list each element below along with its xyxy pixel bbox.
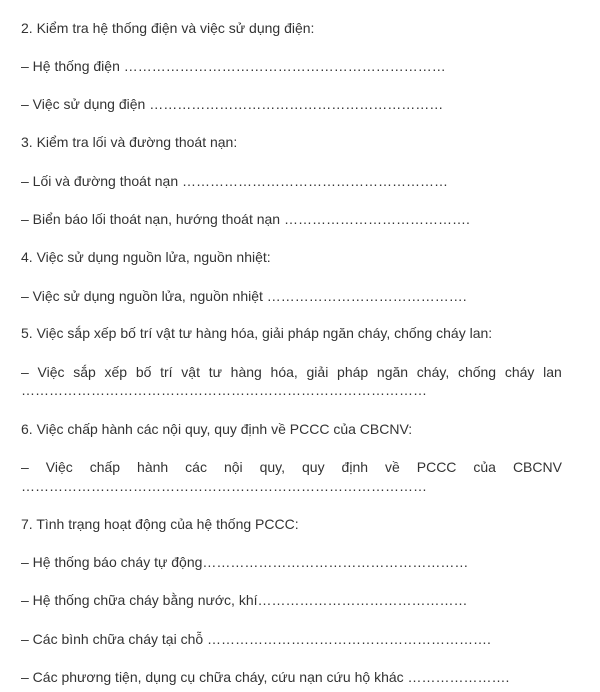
word: xếp bbox=[104, 364, 128, 380]
item-goods-arrangement-text bbox=[21, 363, 562, 381]
word: giải bbox=[306, 364, 329, 380]
word: CBCNV bbox=[512, 459, 562, 475]
word: hàng bbox=[230, 364, 262, 380]
item-electricity-usage: – Việc sử dụng điện ……………………………………………………… bbox=[21, 96, 444, 112]
word: – bbox=[21, 364, 29, 380]
word: của bbox=[473, 459, 496, 475]
word: bố bbox=[135, 364, 152, 380]
word: cháy, bbox=[416, 364, 450, 380]
word: định bbox=[341, 459, 369, 475]
word: hóa, bbox=[270, 364, 298, 380]
section-3-heading: 3. Kiểm tra lối và đường thoát nạn: bbox=[21, 134, 238, 150]
word: tư bbox=[208, 364, 222, 380]
section-7-heading: 7. Tình trạng hoạt động của hệ thống PCCC: bbox=[21, 516, 299, 532]
item-goods-arrangement-dots: …………………………………………………………………………… bbox=[21, 382, 427, 398]
word: quy bbox=[302, 459, 325, 475]
section-6-heading: 6. Việc chấp hành các nội quy, quy định về PCCC của CBCNV: bbox=[21, 421, 413, 437]
item-rescue-equipment: – Các phương tiện, dụng cụ chữa cháy, cứu nạn cứu hộ khác …………………. bbox=[21, 669, 510, 685]
word: chấp bbox=[89, 459, 121, 475]
word: hành bbox=[137, 459, 169, 475]
word: nội bbox=[223, 459, 243, 475]
section-5-heading: 5. Việc sắp xếp bố trí vật tư hàng hóa, giải pháp ngăn cháy, chống cháy lan: bbox=[21, 325, 493, 341]
item-escape-signs: – Biển báo lối thoát nạn, hướng thoát nạn …………………………………. bbox=[21, 211, 470, 227]
item-escape-routes: – Lối và đường thoát nạn ………………………………………………… bbox=[21, 173, 448, 189]
item-electrical-system: – Hệ thống điện …………………………………………………………… bbox=[21, 58, 446, 74]
word: ngăn bbox=[376, 364, 409, 380]
section-2-heading: 2. Kiểm tra hệ thống điện và việc sử dụng điện: bbox=[21, 20, 315, 36]
item-staff-compliance-dots: …………………………………………………………………………… bbox=[21, 478, 427, 494]
word: trí bbox=[160, 364, 173, 380]
word: Việc bbox=[45, 459, 73, 475]
word: về bbox=[384, 459, 400, 475]
section-4-heading: 4. Việc sử dụng nguồn lửa, nguồn nhiệt: bbox=[21, 249, 271, 265]
item-automatic-fire-alarm: – Hệ thống báo cháy tự động………………………………………………… bbox=[21, 554, 469, 570]
word: lan bbox=[543, 364, 562, 380]
word: Việc bbox=[37, 364, 65, 380]
item-staff-compliance-text bbox=[21, 458, 562, 476]
item-onsite-extinguishers: – Các bình chữa cháy tại chỗ ……………………………………………………. bbox=[21, 631, 491, 647]
item-goods-arrangement bbox=[21, 363, 562, 381]
item-water-gas-extinguishing: – Hệ thống chữa cháy bằng nước, khí……………………………………… bbox=[21, 592, 468, 608]
word: cháy bbox=[504, 364, 535, 380]
item-staff-compliance bbox=[21, 458, 562, 476]
word: pháp bbox=[337, 364, 369, 380]
word: – bbox=[21, 459, 29, 475]
item-fire-heat-sources: – Việc sử dụng nguồn lửa, nguồn nhiệt ……………………………………. bbox=[21, 288, 467, 304]
word: các bbox=[185, 459, 207, 475]
word: vật bbox=[181, 364, 200, 380]
word: quy, bbox=[259, 459, 286, 475]
word: PCCC bbox=[416, 459, 457, 475]
word: chống bbox=[457, 364, 497, 380]
word: sắp bbox=[73, 364, 96, 380]
